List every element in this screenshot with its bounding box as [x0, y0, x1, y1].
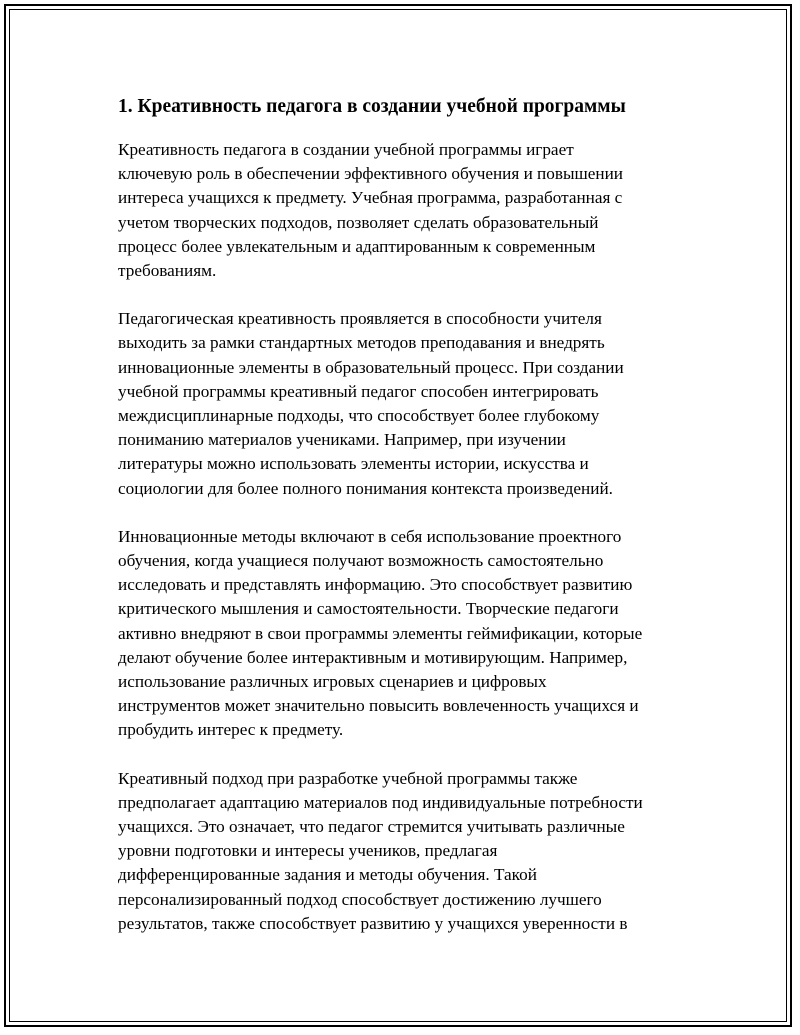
- paragraph-4: [118, 767, 688, 936]
- text-line: делают обучение более интерактивным и мотивирующим. Например,: [118, 647, 628, 667]
- text-line: Педагогическая креативность проявляется в способности учителя: [118, 309, 602, 329]
- text-line: социологии для более полного понимания контекста произведений.: [118, 478, 613, 498]
- text-line: выходить за рамки стандартных методов преподавания и внедрять: [118, 333, 605, 353]
- text-line: требованиям.: [118, 261, 217, 281]
- text-line: уровни подготовки и интересы учеников, предлагая: [118, 841, 498, 861]
- paragraph-3: [118, 525, 688, 743]
- text-line: учетом творческих подходов, позволяет сделать образовательный: [118, 212, 599, 232]
- text-line: пониманию материалов учениками. Например, при изучении: [118, 430, 566, 450]
- text-line: критического мышления и самостоятельности. Творческие педагоги: [118, 599, 619, 619]
- text-line: Креативность педагога в создании учебной программы играет: [118, 140, 574, 159]
- text-line: пробудить интерес к предмету.: [118, 720, 344, 740]
- text-line: учащихся. Это означает, что педагог стремится учитывать различные: [118, 817, 625, 837]
- text-line: учебной программы креативный педагог способен интегрировать: [118, 381, 599, 401]
- text-line: результатов, также способствует развитию у учащихся уверенности в: [118, 913, 628, 933]
- text-line: инструментов может значительно повысить вовлеченность учащихся и: [118, 696, 639, 716]
- text-line: междисциплинарные подходы, что способствует более глубокому: [118, 406, 600, 426]
- text-line: интереса учащихся к предмету. Учебная программа, разработанная с: [118, 188, 623, 208]
- text-line: активно внедряют в свои программы элементы геймификации, которые: [118, 623, 643, 643]
- text-line: Креативный подход при разработке учебной программы также: [118, 768, 578, 788]
- text-line: Инновационные методы включают в себя использование проектного: [118, 526, 622, 546]
- document-body: [118, 94, 688, 960]
- paragraph-1: [118, 138, 688, 283]
- text-line: дифференцированные задания и методы обучения. Такой: [118, 865, 537, 885]
- text-line: исследовать и представлять информацию. Это способствует развитию: [118, 575, 633, 595]
- text-line: использование различных игровых сценариев и цифровых: [118, 672, 547, 692]
- text-line: процесс более увлекательным и адаптированным к современным: [118, 236, 596, 256]
- text-line: ключевую роль в обеспечении эффективного обучения и повышении: [118, 164, 623, 184]
- section-heading: 1. Креативность педагога в создании учебной программы: [118, 96, 626, 117]
- text-line: персонализированный подход способствует достижению лучшего: [118, 889, 602, 909]
- text-line: обучения, когда учащиеся получают возможность самостоятельно: [118, 551, 604, 571]
- text-line: предполагает адаптацию материалов под индивидуальные потребности: [118, 792, 643, 812]
- text-line: литературы можно использовать элементы истории, искусства и: [118, 454, 589, 474]
- paragraph-2: [118, 307, 688, 501]
- text-line: инновационные элементы в образовательный процесс. При создании: [118, 357, 624, 377]
